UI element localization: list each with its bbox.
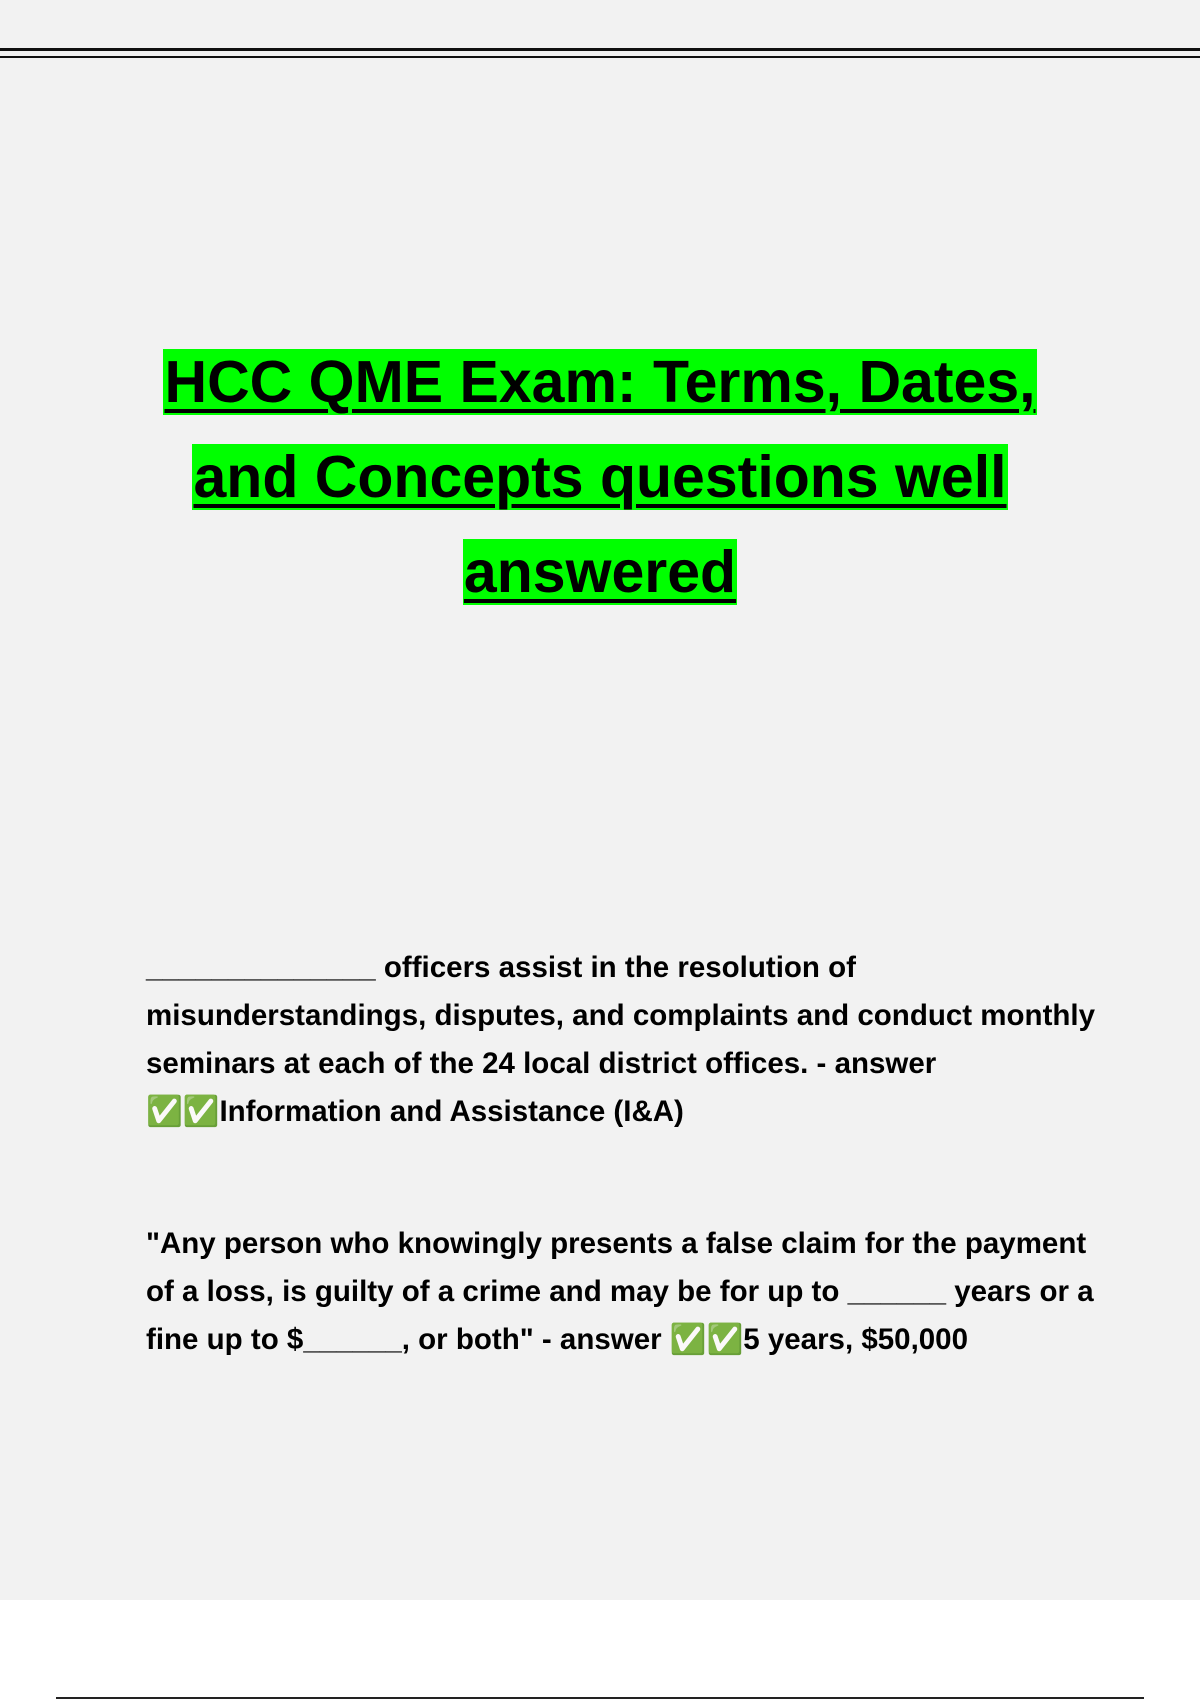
footer-rule: [56, 1697, 1144, 1699]
document-title: [60, 335, 1140, 620]
title-line-2: and Concepts questions well: [193, 444, 1007, 510]
title-line-1: HCC QME Exam: Terms, Dates,: [164, 349, 1036, 415]
question-answer-1: ______________ officers assist in the resolution of misunderstandings, disputes, and complaints and conduct monthly seminars at each of the 24 local district offices. - answer ✅✅Information and Assistance (I&A): [146, 951, 1096, 1128]
question-answer-2: "Any person who knowingly presents a false claim for the payment of a loss, is guilty of a crime and may be for up to ______ years or a fine up to $______, or both" - answer ✅✅5 years, $50,000: [146, 1227, 1094, 1356]
header-rule-top: [0, 48, 1200, 51]
title-line-3: answered: [463, 539, 737, 605]
header-rule-bottom: [0, 56, 1200, 58]
